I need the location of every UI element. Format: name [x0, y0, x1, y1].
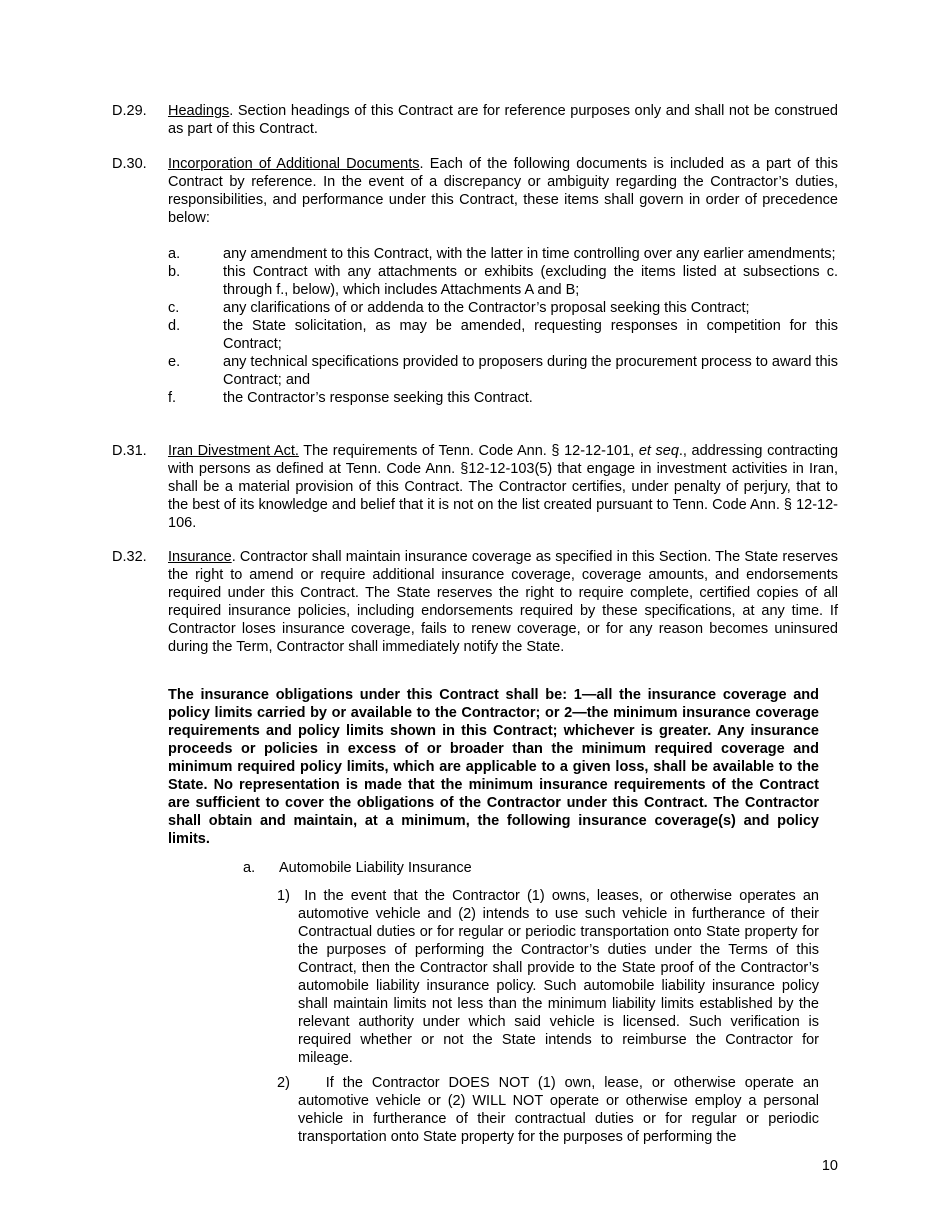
- section-text: ., addressing contracting with persons as defined at Tenn. Code Ann. §12-12-103(5) that engage in investment activities in Iran, shall be a material provision of this Contract. The Contractor certifies, under penalty of perjury, that to the best of its knowledge and belief that it is not on the list created pursuant to Tenn. Code Ann. § 12-12-106.: [168, 443, 839, 531]
- section-number: D.32.: [112, 549, 147, 565]
- insurance-obligations: The insurance obligations under this Contract shall be: 1—all the insurance coverage and policy limits carried by or available to the Contractor; or 2—the minimum insurance coverage requirements and policy limits shown in this Contract; whichever is greater. Any insurance proceeds or policies in excess of or broader than the minimum required coverage and minimum required policy limits, which are applicable to a given loss, shall be available to the State. No representation is made that the minimum insurance requirements of the Contract are sufficient to cover the obligations of the Contractor under this Contract. The Contractor shall obtain and maintain, at a minimum, the following insurance coverage(s) and policy limits.: [168, 687, 819, 847]
- list-item: [168, 263, 838, 299]
- section-d30: [112, 155, 838, 227]
- list-item: [168, 353, 838, 389]
- section-number: D.29.: [112, 103, 147, 119]
- documents-list: [168, 245, 838, 407]
- list-text: the State solicitation, as may be amended, requesting responses in competition for this Contract;: [223, 318, 838, 352]
- section-text: . Each of the following documents is included as a part of this Contract by reference. In the event of a discrepancy or ambiguity regarding the Contractor’s duties, responsibilities, and performance under this Contract, these items shall govern in order of precedence below:: [168, 156, 838, 226]
- section-heading: Headings: [168, 103, 230, 119]
- section-heading: Iran Divestment Act.: [168, 443, 299, 459]
- section-heading: Insurance: [168, 549, 232, 565]
- section-text: The requirements of Tenn. Code Ann. § 12-12-101,: [298, 443, 639, 459]
- list-marker: e.: [168, 354, 181, 370]
- section-number: D.31.: [112, 443, 147, 459]
- page-number: 10: [821, 1158, 838, 1174]
- list-marker: c.: [168, 300, 180, 316]
- list-text: this Contract with any attachments or exhibits (excluding the items listed at subsections c. through f., below), which includes Attachments A and B;: [223, 264, 838, 298]
- list-text: any amendment to this Contract, with the latter in time controlling over any earlier amendments;: [223, 246, 836, 262]
- section-number: D.30.: [112, 156, 147, 172]
- list-marker: a.: [243, 860, 256, 876]
- list-marker: a.: [168, 246, 181, 262]
- section-d29: [112, 102, 838, 138]
- list-marker: b.: [168, 264, 181, 280]
- section-text-italic: et seq: [638, 443, 679, 459]
- list-text: the Contractor’s response seeking this Contract.: [223, 390, 533, 406]
- auto-liability-paragraph-2: [277, 1074, 819, 1146]
- list-marker: d.: [168, 318, 181, 334]
- paragraph-text: In the event that the Contractor (1) owns, leases, or otherwise operates an automotive vehicle and (2) intends to use such vehicle in furtherance of their Contractual duties or for regular or periodic transportation onto State property for the purposes of performing the Contractor’s duties under the Terms of this Contract, then the Contractor shall provide to the State proof of the Contractor’s automobile liability insurance policy. Such automobile liability insurance policy shall maintain limits not less than the minimum liability limits established by the relevant authority under which said vehicle is licensed. Such verification is required whether or not the State intends to reimburse the Contractor for mileage.: [298, 888, 819, 1066]
- list-marker: f.: [168, 390, 177, 406]
- auto-liability-title: Automobile Liability Insurance: [279, 860, 472, 876]
- list-item: [168, 317, 838, 353]
- section-text: . Contractor shall maintain insurance coverage as specified in this Section. The State reserves the right to amend or require additional insurance coverage, coverage amounts, and endorsements required under this Contract. The State reserves the right to require complete, certified copies of all required insurance policies, including endorsements required by these specifications, at any time. If Contractor loses insurance coverage, fails to renew coverage, or for any reason becomes uninsured during the Term, Contractor shall immediately notify the State.: [168, 549, 838, 655]
- paragraph-number: 2): [277, 1075, 290, 1091]
- list-text: any technical specifications provided to proposers during the procurement process to award this Contract; and: [223, 354, 838, 388]
- list-item: [168, 299, 838, 317]
- auto-liability-heading: [243, 859, 472, 877]
- list-item: [168, 389, 838, 407]
- list-text: any clarifications of or addenda to the Contractor’s proposal seeking this Contract;: [223, 300, 750, 316]
- section-d31: [112, 442, 838, 532]
- section-heading: Incorporation of Additional Documents: [168, 156, 420, 172]
- list-item: [168, 245, 838, 263]
- auto-liability-paragraph-1: [277, 887, 819, 1067]
- paragraph-number: 1): [277, 888, 290, 904]
- paragraph-text: If the Contractor DOES NOT (1) own, lease, or otherwise operate an automotive vehicle or (2) WILL NOT operate or otherwise employ a personal vehicle in furtherance of their contractual duties or for regular or periodic transportation onto State property for the purposes of performing the: [298, 1075, 819, 1145]
- section-text: . Section headings of this Contract are for reference purposes only and shall not be construed as part of this Contract.: [168, 103, 838, 137]
- section-d32: [112, 548, 838, 656]
